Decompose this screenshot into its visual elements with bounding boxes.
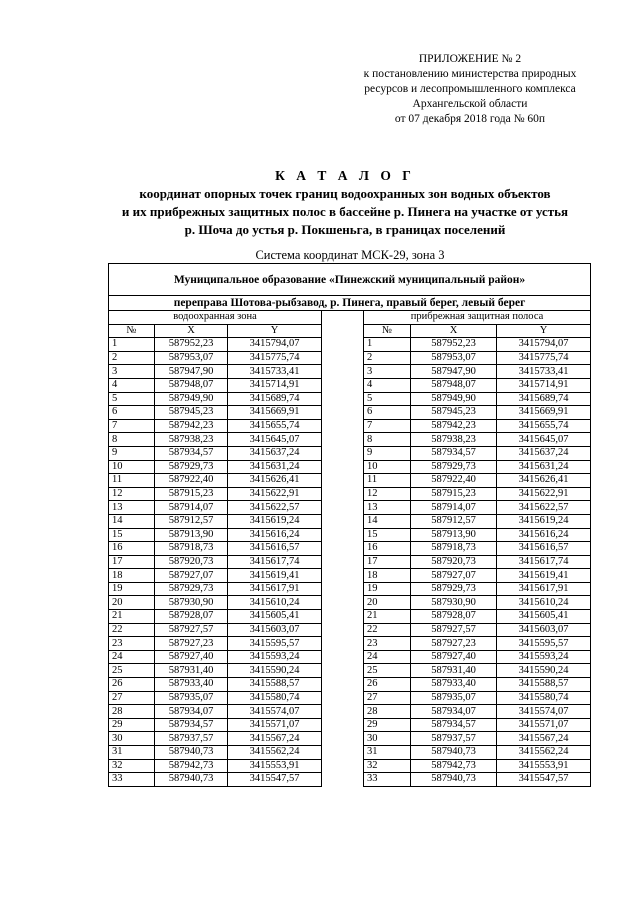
point-number: 12 (109, 487, 155, 501)
point-number: 22 (109, 623, 155, 637)
point-number: 3 (109, 365, 155, 379)
y-coordinate: 3415622,91 (497, 487, 591, 501)
x-coordinate: 587920,73 (155, 555, 228, 569)
y-coordinate: 3415610,24 (228, 596, 322, 610)
y-coordinate: 3415631,24 (228, 460, 322, 474)
point-number: 33 (364, 773, 411, 787)
x-coordinate: 587952,23 (411, 338, 497, 352)
x-coordinate: 587934,07 (411, 705, 497, 719)
y-coordinate: 3415637,24 (497, 446, 591, 460)
point-number: 9 (109, 446, 155, 460)
x-coordinate: 587947,90 (411, 365, 497, 379)
y-coordinate: 3415588,57 (228, 678, 322, 692)
x-coordinate: 587922,40 (411, 474, 497, 488)
x-coordinate: 587927,07 (411, 569, 497, 583)
table-row (109, 759, 591, 773)
x-coordinate: 587915,23 (411, 487, 497, 501)
y-coordinate: 3415622,57 (497, 501, 591, 515)
table-row (109, 528, 591, 542)
column-gap (322, 650, 364, 664)
point-number: 20 (364, 596, 411, 610)
y-coordinate: 3415714,91 (497, 378, 591, 392)
point-number: 27 (109, 691, 155, 705)
x-coordinate: 587942,23 (155, 419, 228, 433)
column-gap (322, 773, 364, 787)
y-coordinate: 3415553,91 (497, 759, 591, 773)
point-number: 7 (364, 419, 411, 433)
x-coordinate: 587927,23 (155, 637, 228, 651)
y-coordinate: 3415567,24 (497, 732, 591, 746)
y-coordinate: 3415595,57 (497, 637, 591, 651)
y-coordinate: 3415733,41 (497, 365, 591, 379)
y-coordinate: 3415593,24 (497, 650, 591, 664)
point-number: 4 (109, 378, 155, 392)
x-coordinate: 587922,40 (155, 474, 228, 488)
point-number: 30 (109, 732, 155, 746)
x-coordinate: 587934,57 (155, 718, 228, 732)
y-coordinate: 3415571,07 (228, 718, 322, 732)
x-coordinate: 587918,73 (155, 542, 228, 556)
appendix-line: Архангельской области (412, 98, 528, 110)
table-row (109, 378, 591, 392)
heading-line: координат опорных точек границ водоохранных зон водных объектов (139, 186, 551, 201)
x-coordinate: 587937,57 (155, 732, 228, 746)
y-coordinate: 3415617,91 (228, 582, 322, 596)
x-coordinate: 587913,90 (411, 528, 497, 542)
y-coordinate: 3415616,24 (228, 528, 322, 542)
y-coordinate: 3415714,91 (228, 378, 322, 392)
y-coordinate: 3415775,74 (228, 351, 322, 365)
table-row (109, 678, 591, 692)
point-number: 27 (364, 691, 411, 705)
y-coordinate: 3415645,07 (228, 433, 322, 447)
column-gap (322, 365, 364, 379)
y-coordinate: 3415547,57 (497, 773, 591, 787)
point-number: 28 (364, 705, 411, 719)
point-number: 11 (109, 474, 155, 488)
column-gap (322, 406, 364, 420)
column-gap (322, 596, 364, 610)
x-coordinate: 587948,07 (411, 378, 497, 392)
table-row (109, 501, 591, 515)
y-coordinate: 3415622,91 (228, 487, 322, 501)
y-coordinate: 3415669,91 (228, 406, 322, 420)
point-number: 16 (364, 542, 411, 556)
point-number: 30 (364, 732, 411, 746)
y-coordinate: 3415603,07 (497, 623, 591, 637)
x-coordinate: 587938,23 (411, 433, 497, 447)
y-coordinate: 3415617,74 (497, 555, 591, 569)
y-coordinate: 3415631,24 (497, 460, 591, 474)
point-number: 28 (109, 705, 155, 719)
point-number: 33 (109, 773, 155, 787)
y-coordinate: 3415616,24 (497, 528, 591, 542)
table-row (109, 514, 591, 528)
column-gap (322, 691, 364, 705)
x-coordinate: 587933,40 (155, 678, 228, 692)
x-coordinate: 587940,73 (155, 746, 228, 760)
point-number: 3 (364, 365, 411, 379)
appendix-line: от 07 декабря 2018 года № 60п (394, 113, 546, 125)
point-number: 5 (109, 392, 155, 406)
column-gap (322, 759, 364, 773)
x-coordinate: 587953,07 (411, 351, 497, 365)
point-number: 9 (364, 446, 411, 460)
y-coordinate: 3415619,41 (228, 569, 322, 583)
point-number: 14 (109, 514, 155, 528)
column-gap (322, 324, 364, 338)
x-coordinate: 587927,07 (155, 569, 228, 583)
table-row (109, 474, 591, 488)
x-coordinate: 587947,90 (155, 365, 228, 379)
point-number: 29 (109, 718, 155, 732)
point-number: 10 (109, 460, 155, 474)
column-gap (322, 419, 364, 433)
x-coordinate: 587940,73 (155, 773, 228, 787)
x-coordinate: 587952,23 (155, 338, 228, 352)
x-coordinate: 587948,07 (155, 378, 228, 392)
point-number: 25 (364, 664, 411, 678)
table-row (109, 351, 591, 365)
heading-line: р. Шоча до устья р. Покшеньга, в границах поселений (184, 222, 506, 237)
point-number: 20 (109, 596, 155, 610)
point-number: 8 (364, 433, 411, 447)
y-coordinate: 3415616,57 (228, 542, 322, 556)
coordinates-table (108, 263, 591, 787)
y-coordinate: 3415595,57 (228, 637, 322, 651)
col-y-header: Y (497, 324, 591, 338)
column-gap (322, 664, 364, 678)
y-coordinate: 3415603,07 (228, 623, 322, 637)
y-coordinate: 3415794,07 (497, 338, 591, 352)
x-coordinate: 587915,23 (155, 487, 228, 501)
table-row (109, 542, 591, 556)
x-coordinate: 587927,40 (155, 650, 228, 664)
col-x-header: X (155, 324, 228, 338)
column-gap (322, 338, 364, 352)
y-coordinate: 3415655,74 (497, 419, 591, 433)
appendix-line: к постановлению министерства природных (363, 68, 577, 80)
column-gap (322, 487, 364, 501)
column-gap (322, 569, 364, 583)
x-coordinate: 587912,57 (155, 514, 228, 528)
x-coordinate: 587930,90 (155, 596, 228, 610)
x-coordinate: 587934,57 (411, 718, 497, 732)
x-coordinate: 587934,57 (411, 446, 497, 460)
x-coordinate: 587937,57 (411, 732, 497, 746)
x-coordinate: 587918,73 (411, 542, 497, 556)
x-coordinate: 587927,57 (411, 623, 497, 637)
catalog-heading (60, 167, 630, 239)
x-coordinate: 587953,07 (155, 351, 228, 365)
point-number: 23 (109, 637, 155, 651)
point-number: 31 (364, 746, 411, 760)
column-gap (322, 746, 364, 760)
x-coordinate: 587945,23 (155, 406, 228, 420)
column-gap (322, 705, 364, 719)
y-coordinate: 3415689,74 (228, 392, 322, 406)
y-coordinate: 3415580,74 (497, 691, 591, 705)
table-row (109, 691, 591, 705)
point-number: 31 (109, 746, 155, 760)
y-coordinate: 3415574,07 (497, 705, 591, 719)
x-coordinate: 587935,07 (155, 691, 228, 705)
appendix-line: ПРИЛОЖЕНИЕ № 2 (418, 53, 522, 65)
coordinate-system-label: Система координат МСК-29, зона 3 (255, 248, 445, 262)
point-number: 24 (364, 650, 411, 664)
y-coordinate: 3415626,41 (228, 474, 322, 488)
x-coordinate: 587933,40 (411, 678, 497, 692)
y-coordinate: 3415547,57 (228, 773, 322, 787)
table-row (109, 773, 591, 787)
point-number: 1 (364, 338, 411, 352)
x-coordinate: 587913,90 (155, 528, 228, 542)
table-row (109, 582, 591, 596)
point-number: 6 (364, 406, 411, 420)
x-coordinate: 587931,40 (155, 664, 228, 678)
x-coordinate: 587929,73 (155, 582, 228, 596)
heading-line: и их прибрежных защитных полос в бассейне р. Пинега на участке от устья (121, 204, 569, 219)
point-number: 7 (109, 419, 155, 433)
appendix-line: ресурсов и лесопромышленного комплекса (364, 83, 576, 95)
point-number: 21 (109, 610, 155, 624)
y-coordinate: 3415590,24 (228, 664, 322, 678)
catalog-title: К А Т А Л О Г (275, 168, 415, 183)
y-coordinate: 3415593,24 (228, 650, 322, 664)
y-coordinate: 3415655,74 (228, 419, 322, 433)
column-gap (322, 555, 364, 569)
point-number: 25 (109, 664, 155, 678)
table-row (109, 596, 591, 610)
table-row (109, 637, 591, 651)
point-number: 24 (109, 650, 155, 664)
y-coordinate: 3415775,74 (497, 351, 591, 365)
table-row (109, 392, 591, 406)
y-coordinate: 3415794,07 (228, 338, 322, 352)
point-number: 32 (109, 759, 155, 773)
x-coordinate: 587914,07 (155, 501, 228, 515)
y-coordinate: 3415553,91 (228, 759, 322, 773)
point-number: 14 (364, 514, 411, 528)
table-row (109, 569, 591, 583)
point-number: 19 (109, 582, 155, 596)
y-coordinate: 3415619,41 (497, 569, 591, 583)
point-number: 12 (364, 487, 411, 501)
table-row (109, 746, 591, 760)
x-coordinate: 587927,57 (155, 623, 228, 637)
point-number: 19 (364, 582, 411, 596)
table-row (109, 446, 591, 460)
y-coordinate: 3415637,24 (228, 446, 322, 460)
column-gap (322, 351, 364, 365)
y-coordinate: 3415574,07 (228, 705, 322, 719)
x-coordinate: 587942,73 (155, 759, 228, 773)
appendix-block (330, 52, 610, 127)
table-row (109, 718, 591, 732)
y-coordinate: 3415571,07 (497, 718, 591, 732)
y-coordinate: 3415616,57 (497, 542, 591, 556)
point-number: 13 (109, 501, 155, 515)
column-gap (322, 732, 364, 746)
x-coordinate: 587928,07 (411, 610, 497, 624)
column-gap (322, 623, 364, 637)
y-coordinate: 3415617,91 (497, 582, 591, 596)
municipality-cell: Муниципальное образование «Пинежский муниципальный район» (109, 264, 591, 296)
x-coordinate: 587912,57 (411, 514, 497, 528)
x-coordinate: 587929,73 (155, 460, 228, 474)
column-gap (322, 311, 364, 325)
point-number: 22 (364, 623, 411, 637)
table-row (109, 732, 591, 746)
point-number: 18 (109, 569, 155, 583)
x-coordinate: 587949,90 (411, 392, 497, 406)
point-number: 17 (364, 555, 411, 569)
x-coordinate: 587940,73 (411, 746, 497, 760)
x-coordinate: 587942,73 (411, 759, 497, 773)
y-coordinate: 3415626,41 (497, 474, 591, 488)
y-coordinate: 3415669,91 (497, 406, 591, 420)
col-y-header: Y (228, 324, 322, 338)
y-coordinate: 3415605,41 (497, 610, 591, 624)
point-number: 29 (364, 718, 411, 732)
point-number: 11 (364, 474, 411, 488)
x-coordinate: 587927,23 (411, 637, 497, 651)
table-row (109, 433, 591, 447)
y-coordinate: 3415617,74 (228, 555, 322, 569)
x-coordinate: 587934,57 (155, 446, 228, 460)
col-no-header: № (109, 324, 155, 338)
column-gap (322, 718, 364, 732)
y-coordinate: 3415580,74 (228, 691, 322, 705)
point-number: 21 (364, 610, 411, 624)
x-coordinate: 587920,73 (411, 555, 497, 569)
point-number: 26 (109, 678, 155, 692)
table-row (109, 623, 591, 637)
y-coordinate: 3415590,24 (497, 664, 591, 678)
point-number: 17 (109, 555, 155, 569)
y-coordinate: 3415610,24 (497, 596, 591, 610)
point-number: 32 (364, 759, 411, 773)
table-row (109, 664, 591, 678)
x-coordinate: 587938,23 (155, 433, 228, 447)
point-number: 2 (364, 351, 411, 365)
y-coordinate: 3415619,24 (228, 514, 322, 528)
y-coordinate: 3415562,24 (497, 746, 591, 760)
table-row (109, 338, 591, 352)
col-no-header: № (364, 324, 411, 338)
column-gap (322, 610, 364, 624)
column-gap (322, 460, 364, 474)
x-coordinate: 587929,73 (411, 582, 497, 596)
point-number: 1 (109, 338, 155, 352)
y-coordinate: 3415562,24 (228, 746, 322, 760)
x-coordinate: 587942,23 (411, 419, 497, 433)
column-gap (322, 542, 364, 556)
x-coordinate: 587914,07 (411, 501, 497, 515)
point-number: 15 (364, 528, 411, 542)
point-number: 10 (364, 460, 411, 474)
y-coordinate: 3415622,57 (228, 501, 322, 515)
point-number: 2 (109, 351, 155, 365)
column-gap (322, 528, 364, 542)
table-row (109, 460, 591, 474)
x-coordinate: 587927,40 (411, 650, 497, 664)
y-coordinate: 3415605,41 (228, 610, 322, 624)
column-gap (322, 514, 364, 528)
y-coordinate: 3415689,74 (497, 392, 591, 406)
column-gap (322, 474, 364, 488)
column-gap (322, 433, 364, 447)
column-gap (322, 392, 364, 406)
point-number: 18 (364, 569, 411, 583)
column-gap (322, 501, 364, 515)
section-cell: переправа Шотова-рыбзавод, р. Пинега, правый берег, левый берег (109, 296, 591, 311)
point-number: 13 (364, 501, 411, 515)
y-coordinate: 3415619,24 (497, 514, 591, 528)
point-number: 4 (364, 378, 411, 392)
column-gap (322, 637, 364, 651)
x-coordinate: 587930,90 (411, 596, 497, 610)
table-row (109, 487, 591, 501)
y-coordinate: 3415567,24 (228, 732, 322, 746)
x-coordinate: 587928,07 (155, 610, 228, 624)
x-coordinate: 587935,07 (411, 691, 497, 705)
x-coordinate: 587929,73 (411, 460, 497, 474)
coastal-strip-header: прибрежная защитная полоса (364, 311, 591, 325)
x-coordinate: 587931,40 (411, 664, 497, 678)
table-row (109, 650, 591, 664)
point-number: 5 (364, 392, 411, 406)
water-protection-zone-header: водоохранная зона (109, 311, 322, 325)
x-coordinate: 587945,23 (411, 406, 497, 420)
x-coordinate: 587934,07 (155, 705, 228, 719)
table-row (109, 406, 591, 420)
y-coordinate: 3415733,41 (228, 365, 322, 379)
col-x-header: X (411, 324, 497, 338)
x-coordinate: 587949,90 (155, 392, 228, 406)
column-gap (322, 582, 364, 596)
point-number: 16 (109, 542, 155, 556)
point-number: 15 (109, 528, 155, 542)
point-number: 23 (364, 637, 411, 651)
y-coordinate: 3415588,57 (497, 678, 591, 692)
table-row (109, 419, 591, 433)
point-number: 8 (109, 433, 155, 447)
table-row (109, 610, 591, 624)
table-row (109, 555, 591, 569)
column-gap (322, 678, 364, 692)
y-coordinate: 3415645,07 (497, 433, 591, 447)
point-number: 6 (109, 406, 155, 420)
table-row (109, 365, 591, 379)
column-gap (322, 378, 364, 392)
table-row (109, 705, 591, 719)
point-number: 26 (364, 678, 411, 692)
column-gap (322, 446, 364, 460)
x-coordinate: 587940,73 (411, 773, 497, 787)
